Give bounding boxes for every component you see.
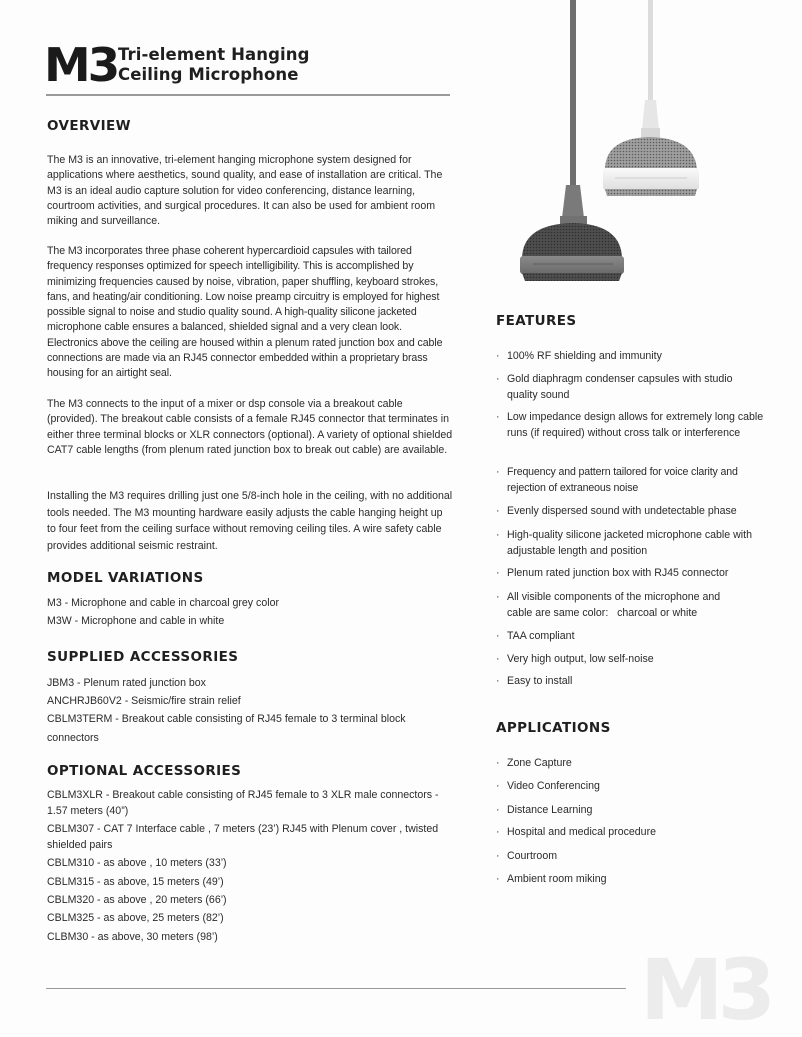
optional-accessory-item: CLBM30 - as above, 30 meters (98’) <box>47 931 218 943</box>
supplied-accessory-item: CBLM3TERM - Breakout cable consisting of RJ45 female to 3 terminal block <box>47 713 406 725</box>
feature-item: · Easy to install <box>496 675 573 687</box>
applications-heading: APPLICATIONS <box>496 720 611 736</box>
feature-item: · Frequency and pattern tailored for voice clarity and rejection of extraneous noise <box>496 466 738 494</box>
features-heading: FEATURES <box>496 313 577 329</box>
product-title <box>118 45 310 85</box>
bullet-icon: · <box>496 850 500 862</box>
overview-heading: OVERVIEW <box>47 118 131 134</box>
supplied-accessory-item: JBM3 - Plenum rated junction box <box>47 677 206 689</box>
hanging-microphones-icon <box>505 0 745 285</box>
supplied-accessories-heading: SUPPLIED ACCESSORIES <box>47 649 239 665</box>
title-line-2: Ceiling Microphone <box>118 65 299 84</box>
optional-accessory-item: CBLM307 - CAT 7 Interface cable , 7 meters (23’) RJ45 with Plenum cover , twisted <box>47 823 439 835</box>
bullet-icon: · <box>496 529 500 541</box>
bullet-icon: · <box>496 675 500 687</box>
bullet-icon: · <box>496 411 500 423</box>
bullet-icon: · <box>496 630 500 642</box>
application-item: · Hospital and medical procedure <box>496 826 656 838</box>
application-item: · Video Conferencing <box>496 780 600 792</box>
bullet-icon: · <box>496 780 500 792</box>
overview-paragraph-4: Installing the M3 requires drilling just one 5/8-inch hole in the ceiling, with no additional tools needed. The M3 mounting hardware easily adjusts the cable hanging height up to four feet from the ceiling surface without removing ceiling tiles. A wire safety cable provides additional seismic restraint. <box>47 490 453 552</box>
optional-accessory-item: CBLM310 - as above , 10 meters (33’) <box>47 857 227 869</box>
overview-paragraph-2: The M3 incorporates three phase coherent hypercardioid capsules with tailored frequency responses optimized for speech intelligibility. This is accomplished by minimizing frequencies caused by noise, vibration, paper shuffling, keyboard strokes, fans, and heating/air conditioning. Low noise preamp circuitry is employed for highest possible signal to noise and studio quality sound. A high-quality silicone jacketed microphone cable ensures a balanced, shielded signal and a very clean look. Electronics above the ceiling are housed within a plenum rated junction box and cable connections are made via an RJ45 connector embedded within a proprietary brass housing for an airtight seal. <box>47 245 443 380</box>
application-item: · Distance Learning <box>496 804 593 816</box>
bullet-icon: · <box>496 826 500 838</box>
bullet-icon: · <box>496 505 500 517</box>
model-variation-item: M3 - Microphone and cable in charcoal grey color <box>47 597 280 609</box>
bullet-icon: · <box>496 466 500 478</box>
footer-divider <box>46 988 626 989</box>
bullet-icon: · <box>496 591 500 603</box>
supplied-accessory-item: connectors <box>47 732 99 744</box>
bullet-icon: · <box>496 373 500 385</box>
optional-accessory-item: CBLM3XLR - Breakout cable consisting of RJ45 female to 3 XLR male connectors - <box>47 789 439 801</box>
footer-watermark-logo: M3 <box>640 941 771 1037</box>
bullet-icon: · <box>496 873 500 885</box>
feature-item: · TAA compliant <box>496 630 575 642</box>
bullet-icon: · <box>496 804 500 816</box>
optional-accessory-item: CBLM320 - as above , 20 meters (66’) <box>47 894 227 906</box>
model-variation-item: M3W - Microphone and cable in white <box>47 615 225 627</box>
feature-item: · Low impedance design allows for extremely long cable runs (if required) without cross talk or interference <box>496 411 764 439</box>
supplied-accessory-item: ANCHRJB60V2 - Seismic/fire strain relief <box>47 695 241 707</box>
application-item: · Zone Capture <box>496 757 572 769</box>
feature-item: · 100% RF shielding and immunity <box>496 350 662 362</box>
feature-item: · Very high output, low self-noise <box>496 653 654 665</box>
bullet-icon: · <box>496 567 500 579</box>
product-image <box>505 0 745 285</box>
optional-accessory-item: 1.57 meters (40”) <box>47 805 129 817</box>
optional-accessory-item: CBLM325 - as above, 25 meters (82’) <box>47 912 224 924</box>
bullet-icon: · <box>496 653 500 665</box>
bullet-icon: · <box>496 350 500 362</box>
application-item: · Ambient room miking <box>496 873 607 885</box>
optional-accessory-item: CBLM315 - as above, 15 meters (49’) <box>47 876 224 888</box>
model-variations-heading: MODEL VARIATIONS <box>47 570 204 586</box>
feature-item: · Gold diaphragm condenser capsules with studio quality sound <box>496 373 733 401</box>
optional-accessory-item: shielded pairs <box>47 839 113 851</box>
optional-accessories-heading: OPTIONAL ACCESSORIES <box>47 763 242 779</box>
feature-item: · Plenum rated junction box with RJ45 connector <box>496 567 729 579</box>
feature-item: · Evenly dispersed sound with undetectable phase <box>496 505 737 517</box>
product-logo: M3 <box>44 38 118 92</box>
feature-item: · All visible components of the microphone and cable are same color: charcoal or white <box>496 591 724 619</box>
header-divider <box>46 94 450 96</box>
feature-item: · High-quality silicone jacketed microphone cable with adjustable length and position <box>496 529 752 557</box>
title-line-1: Tri-element Hanging <box>118 45 310 64</box>
bullet-icon: · <box>496 757 500 769</box>
application-item: · Courtroom <box>496 850 558 862</box>
overview-paragraph-3: The M3 connects to the input of a mixer or dsp console via a breakout cable (provided). The breakout cable consists of a female RJ45 connector that terminates in either three terminal blocks or XLR connectors (optional). A variety of optional shielded CAT7 cable lengths (from plenum rated junction box to break out cable) are available. <box>47 398 453 456</box>
overview-paragraph-1: The M3 is an innovative, tri-element hanging microphone system designed for applications where aesthetics, sound quality, and ease of installation are critical. The M3 is an ideal audio capture solution for video conferencing, distance learning, courtroom activities, and surgical procedures. It can also be used for ambient room miking and surveillance. <box>47 154 443 228</box>
